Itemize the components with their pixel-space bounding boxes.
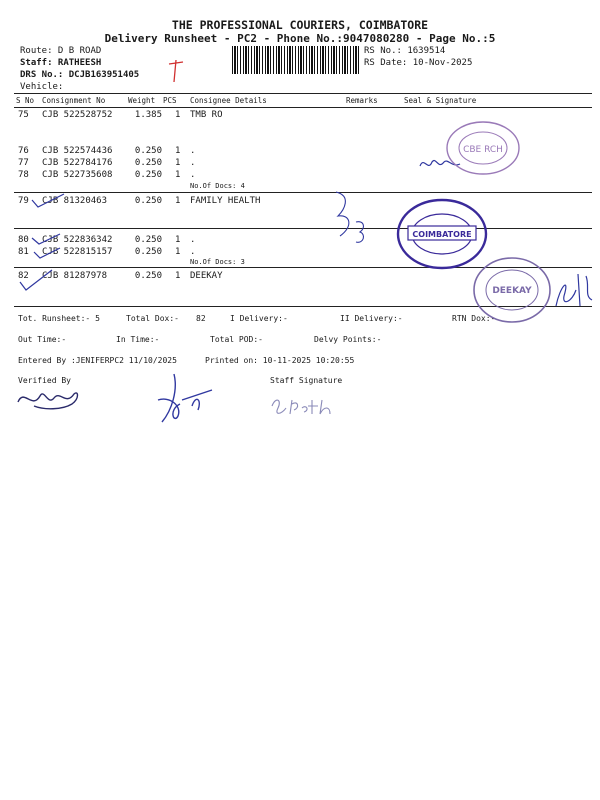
deekay-stamp	[470, 254, 554, 326]
bank-stamp	[442, 118, 524, 178]
vehicle-label: Vehicle:	[20, 82, 64, 92]
row-weight: 0.250	[134, 247, 162, 257]
row-pcs: 1	[175, 158, 181, 168]
in-time-label: In Time:-	[116, 335, 160, 344]
bank-stamp-center-text: CBE RCH	[463, 145, 503, 155]
row-consignment: CJB 81320463	[42, 196, 108, 206]
barcode	[232, 46, 360, 74]
row-sno: 78	[18, 170, 29, 180]
row-weight: 0.250	[134, 146, 162, 156]
row-details: .	[190, 146, 196, 156]
row-sno: 80	[18, 235, 29, 245]
row-details: .	[190, 235, 196, 245]
row-pcs: 1	[175, 247, 181, 257]
row-pcs: 1	[175, 146, 181, 156]
staff-signature-label: Staff Signature	[270, 376, 343, 385]
printed-on: Printed on: 10-11-2025 10:20:55	[205, 356, 355, 365]
route-label: Route: D B ROAD	[20, 46, 102, 56]
drs-number: DRS No.: DCJB163951405	[20, 70, 140, 80]
row-sno: 77	[18, 158, 29, 168]
staff-signature-icon	[152, 370, 226, 432]
total-dox-label: Total Dox:-	[126, 314, 179, 323]
i-delivery-label: I Delivery:-	[230, 314, 288, 323]
row-weight: 0.250	[134, 271, 162, 281]
row-pcs: 1	[175, 235, 181, 245]
row-sno: 79	[18, 196, 29, 206]
col-weight: Weight	[128, 96, 156, 105]
row-weight: 0.250	[134, 158, 162, 168]
row-details: .	[190, 170, 196, 180]
row-sno: 76	[18, 146, 29, 156]
verified-by-label: Verified By	[18, 376, 71, 385]
table-row	[0, 235, 600, 247]
row-consignment: CJB 81287978	[42, 271, 108, 281]
delvy-points-label: Delvy Points:-	[314, 335, 382, 344]
col-details: Consignee Details	[190, 96, 267, 105]
row-details: .	[190, 158, 196, 168]
rtn-dox-label: RTN Dox:-	[452, 314, 496, 323]
row-details: DEEKAY	[190, 271, 223, 281]
company-title: THE PROFESSIONAL COURIERS, COIMBATORE	[171, 18, 429, 32]
docs-count-note: No.Of Docs: 4	[190, 182, 245, 190]
handwritten-signature-icon	[550, 266, 596, 312]
staff-handwritten-name-icon	[268, 394, 348, 418]
row-details: TMB RO	[190, 110, 223, 120]
row-consignment: CJB 522528752	[42, 110, 113, 120]
col-seal: Seal & Signature	[404, 96, 477, 105]
table-row	[0, 196, 600, 208]
row-weight: 0.250	[134, 235, 162, 245]
row-group-rule	[14, 228, 592, 229]
out-time-label: Out Time:-	[18, 335, 67, 344]
deekay-stamp-center-text: DEEKAY	[492, 286, 532, 296]
row-weight: 0.250	[134, 170, 162, 180]
col-consignment: Consignment No	[42, 96, 106, 105]
total-dox-value: 82	[196, 314, 206, 323]
ii-delivery-label: II Delivery:-	[340, 314, 403, 323]
tick-mark-icon	[30, 232, 66, 262]
row-sno: 75	[18, 110, 29, 120]
row-sno: 81	[18, 247, 29, 257]
handwritten-scribble-icon	[330, 186, 374, 246]
col-remarks: Remarks	[346, 96, 378, 105]
rs-date: RS Date: 10-Nov-2025	[364, 58, 473, 68]
row-pcs: 1	[175, 196, 181, 206]
tot-runsheet: Tot. Runsheet:- 5	[18, 314, 100, 323]
row-details: FAMILY HEALTH	[190, 196, 261, 206]
tick-mark-icon	[30, 192, 66, 210]
row-consignment: CJB 522735608	[42, 170, 113, 180]
row-consignment: CJB 522836342	[42, 235, 113, 245]
runsheet-title: Delivery Runsheet - PC2 - Phone No.:9047080280 - Page No.:5	[104, 32, 496, 45]
verifier-signature-icon	[14, 380, 84, 414]
table-top-rule	[14, 93, 592, 94]
total-pod-label: Total POD:-	[210, 335, 263, 344]
col-sno: S No	[16, 96, 35, 105]
row-pcs: 1	[175, 271, 181, 281]
docs-count-note: No.Of Docs: 3	[190, 258, 245, 266]
row-details: .	[190, 247, 196, 257]
staff-label: Staff: RATHEESH	[20, 58, 102, 68]
row-pcs: 1	[175, 110, 181, 120]
row-consignment: CJB 522815157	[42, 247, 113, 257]
table-header-rule	[14, 107, 592, 108]
tick-mark-icon	[16, 268, 56, 294]
family-health-stamp-center-text: COIMBATORE	[412, 230, 472, 239]
col-pcs: PCS	[163, 96, 177, 105]
row-pcs: 1	[175, 170, 181, 180]
rs-number: RS No.: 1639514	[364, 46, 446, 56]
row-consignment: CJB 522784176	[42, 158, 113, 168]
entered-by: Entered By :JENIFERPC2 11/10/2025	[18, 356, 177, 365]
row-group-rule	[14, 192, 592, 193]
red-pen-mark-icon	[165, 58, 187, 84]
row-weight: 0.250	[134, 196, 162, 206]
row-weight: 1.385	[134, 110, 162, 120]
row-consignment: CJB 522574436	[42, 146, 113, 156]
row-sno: 82	[18, 271, 29, 281]
